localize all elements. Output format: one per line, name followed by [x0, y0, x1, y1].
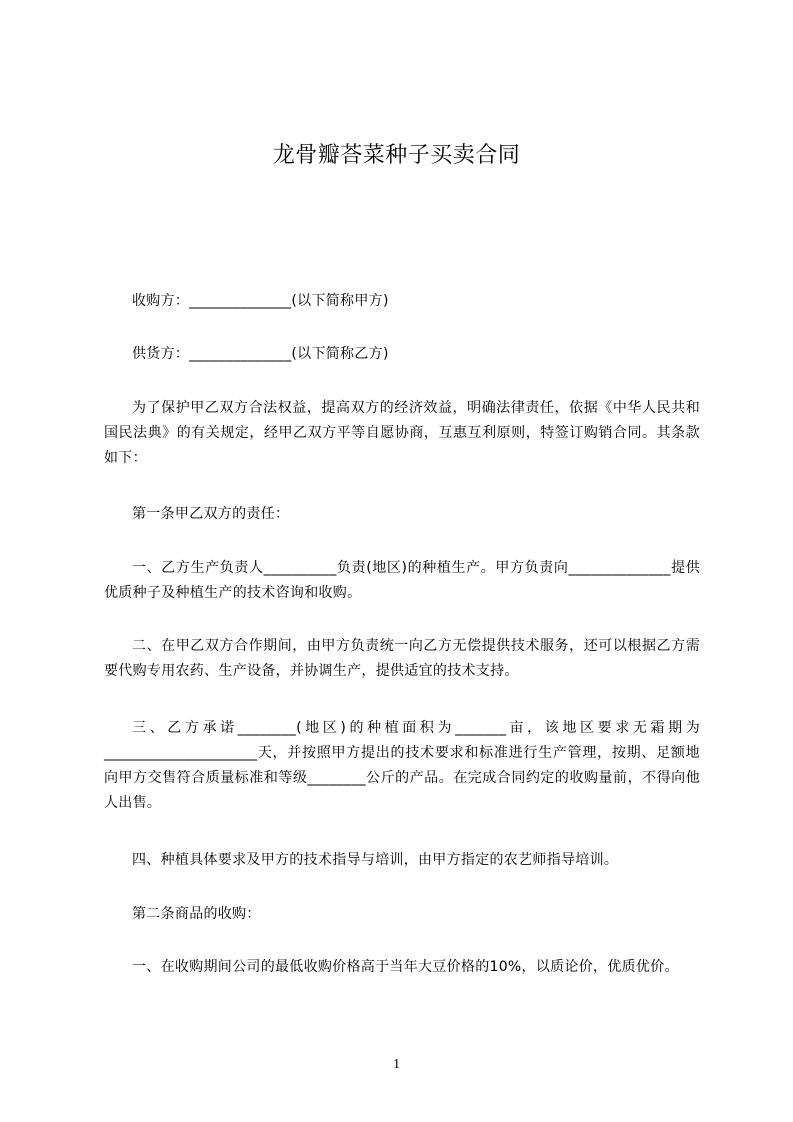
article-1-item-2: 二、在甲乙双方合作期间，由甲方负责统一向乙方无偿提供技术服务，还可以根据乙方需要代购专用农药、生产设备，并协调生产，提供适宜的技术支持。: [104, 638, 700, 679]
document-title: 龙骨瓣荅菜种子买卖合同: [272, 143, 521, 168]
supplier-line: 供货方：______________(以下简称乙方): [132, 346, 389, 362]
article-2-heading: 第二条商品的收购：: [132, 906, 261, 922]
article-2-item-1: 一、在收购期间公司的最低收购价格高于当年大豆价格的10%，以质论价，优质优价。: [132, 959, 679, 975]
article-1-item-1: 一、乙方生产负责人__________负责(地区)的种植生产。甲方负责向______________提供优质种子及种植生产的技术咨询和收购。: [104, 560, 700, 601]
intro-paragraph: 为了保护甲乙双方合法权益，提高双方的经济效益，明确法律责任，依据《中华人民共和国民法典》的有关规定，经甲乙双方平等自愿协商，互惠互利原则，特签订购销合同。其条款如下：: [104, 400, 700, 466]
article-1-item-3: 三、乙方承诺________(地区)的种植面积为_______亩，该地区要求无霜期为_____________________天，并按照甲方提出的技术要求和标准进行生产管理，按期、足额地向甲方交售符合质量标准和等级________公斤的产品。在完成合同约定的收购量前，不得向他人出售。: [104, 720, 700, 811]
page-number: 1: [393, 1057, 400, 1072]
article-1-heading: 第一条甲乙双方的责任：: [132, 506, 290, 522]
buyer-line: 收购方：______________(以下简称甲方): [132, 293, 389, 309]
article-1-item-4: 四、种植具体要求及甲方的技术指导与培训，由甲方指定的农艺师指导培训。: [132, 852, 619, 868]
